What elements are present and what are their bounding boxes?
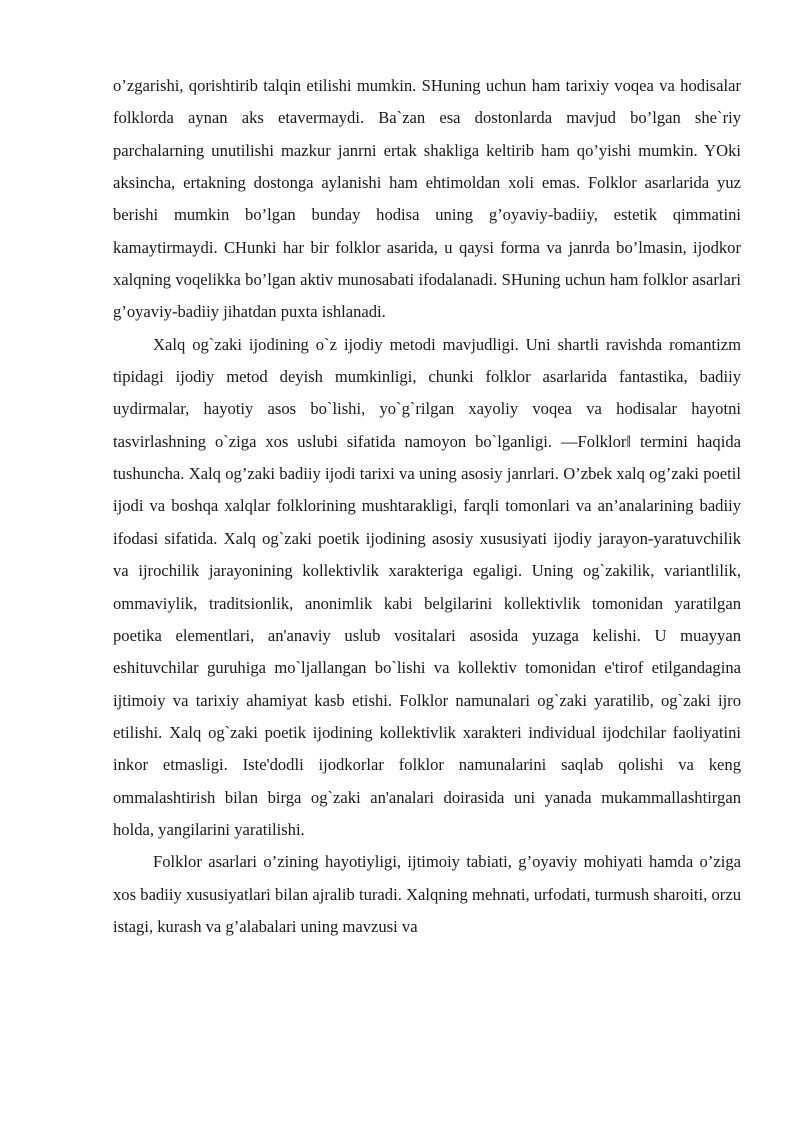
paragraph-2: Xalq og`zaki ijodining o`z ijodiy metodi mavjudligi. Uni shartli ravishda romantizm tipidagi ijodiy metod deyish mumkinligi, chunki folklor asarlarida fantastika, badiiy uydirmalar, hayotiy asos bo`lishi, yo`g`rilgan xayoliy voqea va hodisalar hayotni tasvirlashning o`ziga xos uslubi sifatida namoyon bo`lganligi. ―Folklor‖ termini haqida tushuncha. Xalq og’zaki badiiy ijodi tarixi va uning asosiy janrlari. O’zbek xalq og’zaki poetil ijodi va boshqa xalqlar folklorining mushtarakligi, farqli tomonlari va an’analarining badiiy ifodasi sifatida. Xalq og`zaki poetik ijodining asosiy xususiyati ijodiy jarayon-yaratuvchilik va ijrochilik jarayonining kollektivlik xarakteriga egaligi. Uning og`zakilik, variantlilik, ommaviylik, traditsionlik, anonimlik kabi belgilarini kollektivlik tomonidan yaratilgan poetika elementlari, an'anaviy uslub vositalari asosida yuzaga kelishi. U muayyan eshituvchilar guruhiga mo`ljallangan bo`lishi va kollektiv tomonidan e'tirof etilgandagina ijtimoiy va tarixiy ahamiyat kasb etishi. Folklor namunalari og`zaki yaratilib, og`zaki ijro etilishi. Xalq og`zaki poetik ijodining kollektivlik xarakteri individual ijodchilar faoliyatini inkor etmasligi. Iste'dodli ijodkorlar folklor namunalarini saqlab qolishi va keng ommalashtirish bilan birga og`zaki an'analari doirasida uni yanada mukammallashtirgan holda, yangilarini yaratilishi. xyxy=(113,334,741,839)
document-page xyxy=(113,70,741,943)
paragraph-3: Folklor asarlari o’zining hayotiyligi, ijtimoiy tabiati, g’oyaviy mohiyati hamda o’ziga xos badiiy xususiyatlari bilan ajralib turadi. Xalqning mehnati, urfodati, turmush sharoiti, orzu istagi, kurash va g’alabalari uning mavzusi va xyxy=(113,852,741,936)
paragraph-1: o’zgarishi, qorishtirib talqin etilishi mumkin. SHuning uchun ham tarixiy voqea va hodisalar folklorda aynan aks etavermaydi. Ba`zan esa dostonlarda mavjud bo’lgan she`riy parchalarning unutilishi mazkur janrni ertak shakliga keltirib ham qo’yishi mumkin. YOki aksincha, ertakning dostonga aylanishi ham ehtimoldan xoli emas. Folklor asarlarida yuz berishi mumkin bo’lgan bunday hodisa uning g’oyaviy-badiiy, estetik qimmatini kamaytirmaydi. CHunki har bir folklor asarida, u qaysi forma va janrda bo’lmasin, ijodkor xalqning voqelikka bo’lgan aktiv munosabati ifodalanadi. SHuning uchun ham folklor asarlari g’oyaviy-badiiy jihatdan puxta ishlanadi. xyxy=(113,76,741,322)
